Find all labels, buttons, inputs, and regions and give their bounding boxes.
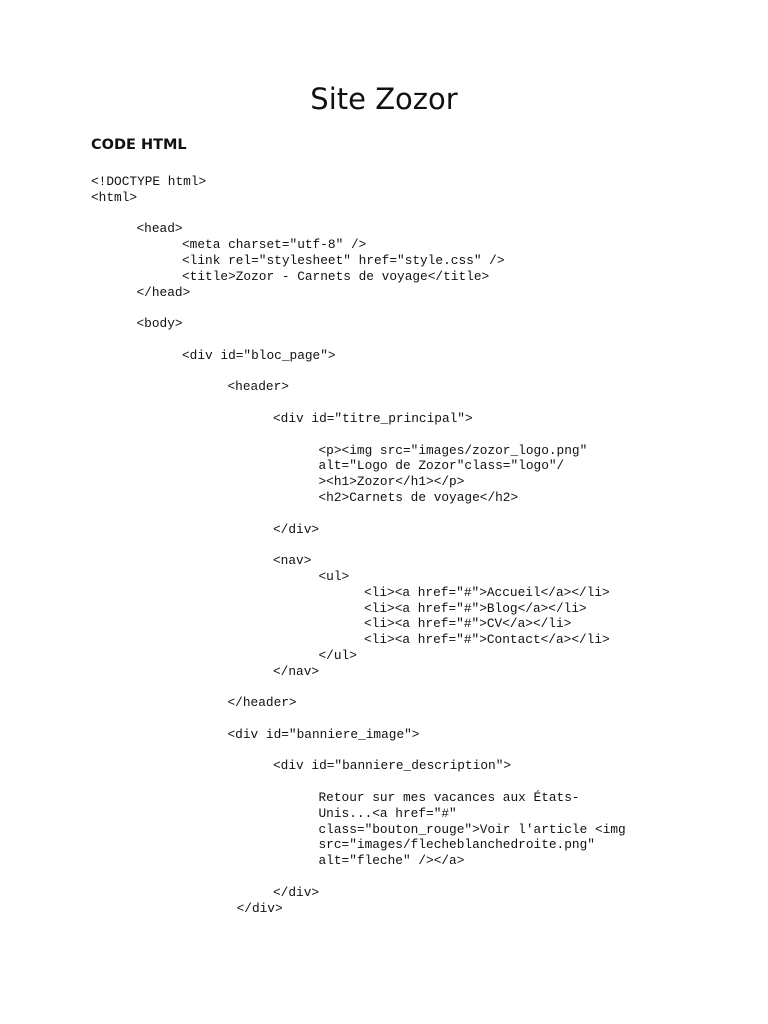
code-line	[0, 869, 768, 885]
code-line	[0, 774, 768, 790]
code-line: </header>	[227, 695, 297, 711]
code-line	[0, 427, 768, 443]
code-line: <title>Zozor - Carnets de voyage</title>	[182, 268, 490, 284]
code-line: <p><img src="images/zozor_logo.png"	[318, 442, 588, 458]
code-line: <li><a href="#">Accueil</a></li>	[364, 584, 610, 600]
code-line: ><h1>Zozor</h1></p>	[318, 474, 465, 490]
code-line	[0, 537, 768, 553]
code-line: <li><a href="#">Contact</a></li>	[364, 632, 610, 648]
code-line: <header>	[227, 379, 289, 395]
code-line: src="images/flecheblanchedroite.png"	[318, 837, 595, 853]
code-line	[0, 680, 768, 696]
section-heading: CODE HTML	[91, 137, 187, 153]
code-line	[0, 506, 768, 522]
code-line: <li><a href="#">Blog</a></li>	[364, 600, 587, 616]
code-line: <head>	[136, 221, 183, 237]
code-line: <link rel="stylesheet" href="style.css" />	[182, 252, 505, 268]
code-line	[0, 364, 768, 380]
code-line: <meta charset="utf-8" />	[182, 237, 367, 253]
code-line	[0, 711, 768, 727]
code-line: </div>	[273, 521, 320, 537]
code-line: <div id="banniere_description">	[273, 758, 512, 774]
code-line: <ul>	[318, 568, 350, 584]
code-line: </nav>	[273, 663, 320, 679]
code-line: </div>	[236, 900, 283, 916]
code-line: Retour sur mes vacances aux États-	[318, 790, 580, 806]
code-line: <nav>	[273, 553, 312, 569]
code-line: <html>	[91, 189, 138, 205]
code-line: <body>	[136, 316, 183, 332]
code-line: </ul>	[318, 647, 357, 663]
code-line: <li><a href="#">CV</a></li>	[364, 616, 572, 632]
code-line: <div id="titre_principal">	[273, 410, 473, 426]
code-line: </div>	[273, 884, 320, 900]
code-line	[0, 300, 768, 316]
code-line	[0, 743, 768, 759]
code-line: <div id="bloc_page">	[182, 347, 336, 363]
code-line	[0, 332, 768, 348]
code-line: </head>	[136, 284, 191, 300]
code-line: <!DOCTYPE html>	[91, 174, 207, 189]
code-line: class="bouton_rouge">Voir l'article <img	[318, 821, 626, 837]
code-line: alt="fleche" /></a>	[318, 853, 465, 869]
code-line: Unis...<a href="#"	[318, 805, 457, 821]
code-listing	[0, 174, 768, 916]
code-line: <h2>Carnets de voyage</h2>	[318, 489, 519, 505]
document-title: Site Zozor	[310, 82, 458, 116]
code-line	[0, 206, 768, 222]
code-line: <div id="banniere_image">	[227, 726, 420, 742]
code-line	[0, 395, 768, 411]
code-line: alt="Logo de Zozor"class="logo"/	[318, 458, 565, 474]
